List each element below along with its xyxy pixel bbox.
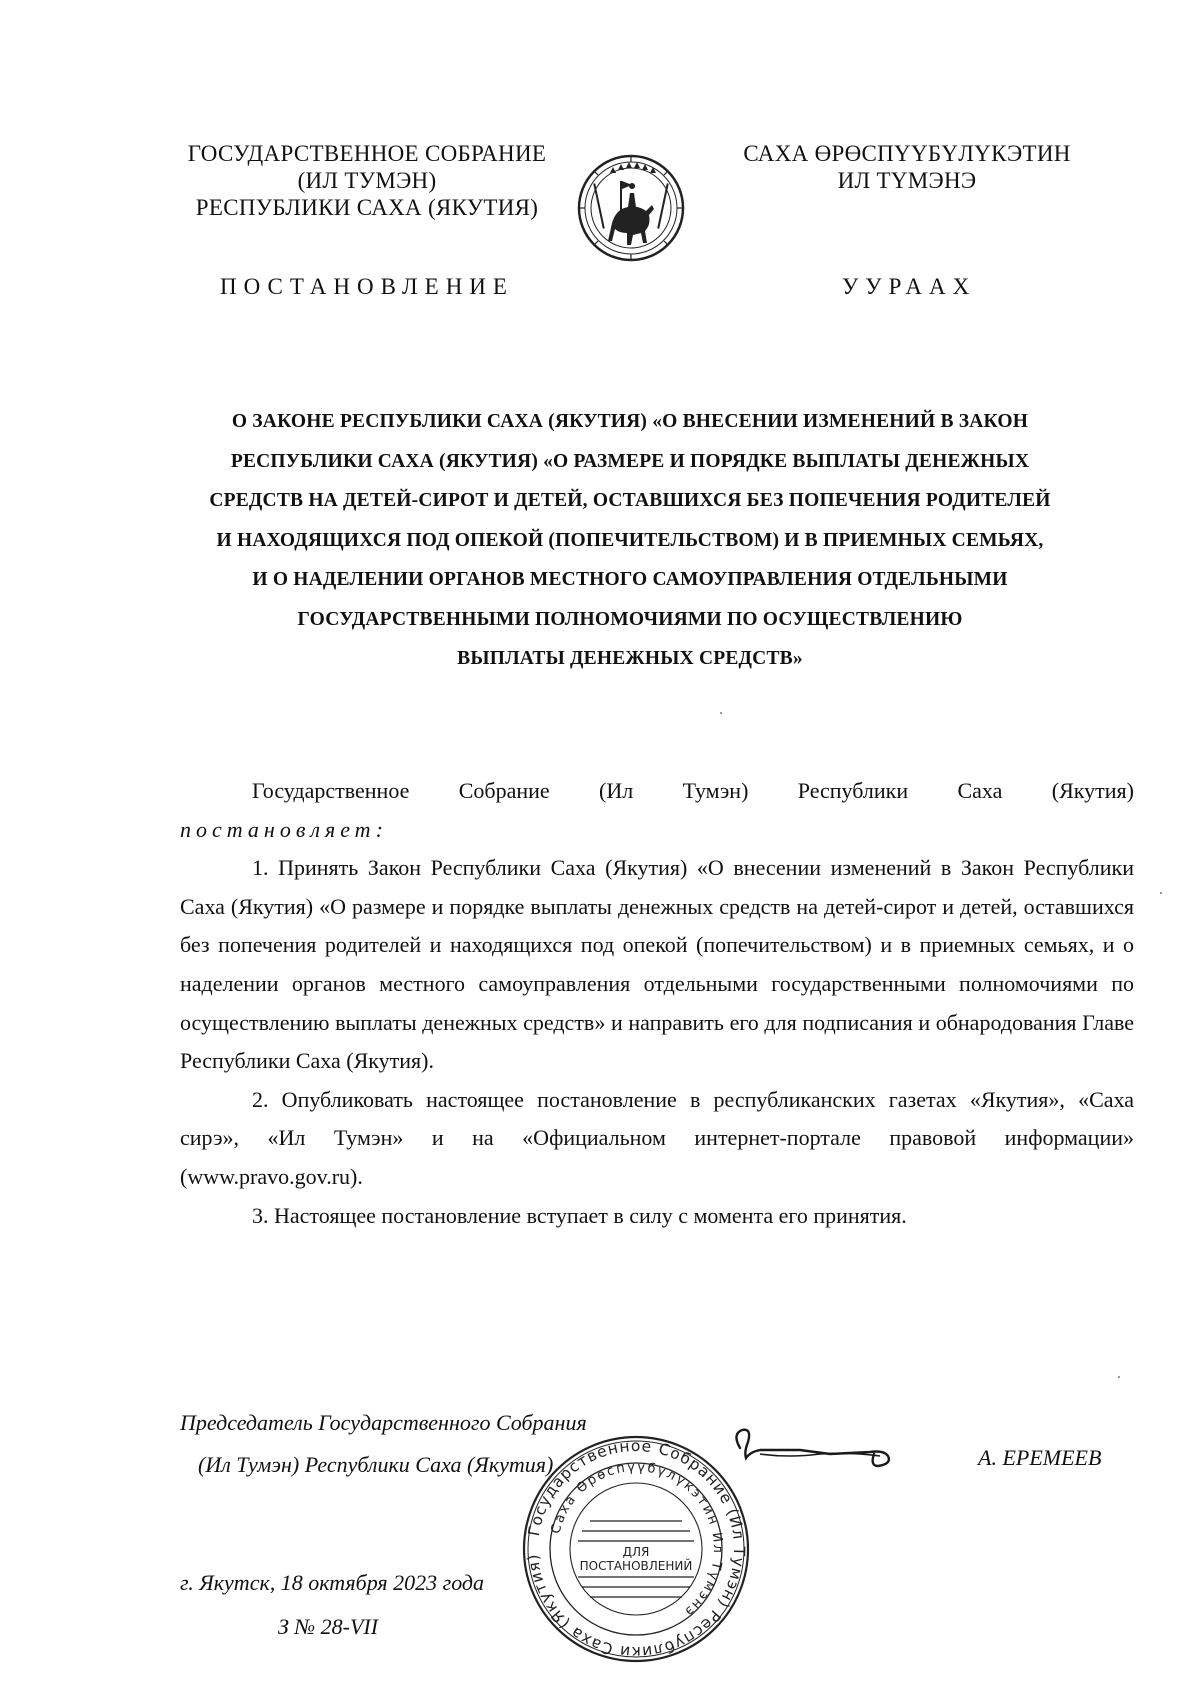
signatory-title-line: Председатель Государственного Собрания bbox=[180, 1410, 587, 1435]
decree-word: постановляет: bbox=[180, 816, 388, 842]
stamp-center-line: ПОСТАНОВЛЕНИЙ bbox=[579, 1559, 693, 1573]
signatory-title-line: (Ил Тумэн) Республики Саха (Якутия) bbox=[198, 1452, 554, 1477]
document-title bbox=[180, 402, 1080, 679]
coat-of-arms-icon bbox=[576, 153, 686, 263]
title-line: И НАХОДЯЩИХСЯ ПОД ОПЕКОЙ (ПОПЕЧИТЕЛЬСТВОМ) И В ПРИЕМНЫХ СЕМЬЯХ, bbox=[216, 529, 1044, 551]
header-right bbox=[722, 140, 1092, 194]
registration-number: З № 28-VII bbox=[278, 1614, 379, 1639]
intro-paragraph: Государственное Собрание (Ил Тумэн) Республики Саха (Якутия) bbox=[252, 778, 1134, 803]
title-line: РЕСПУБЛИКИ САХА (ЯКУТИЯ) «О РАЗМЕРЕ И ПОРЯДКЕ ВЫПЛАТЫ ДЕНЕЖНЫХ bbox=[230, 450, 1030, 472]
doc-type-ru: ПОСТАНОВЛЕНИЕ bbox=[220, 274, 514, 299]
title-line: И О НАДЕЛЕНИИ ОРГАНОВ МЕСТНОГО САМОУПРАВЛЕНИЯ ОТДЕЛЬНЫМИ bbox=[252, 569, 1008, 590]
header-right-line: ИЛ ТҮМЭНЭ bbox=[837, 168, 977, 193]
item-paragraph: 2. Опубликовать настоящее постановление в республиканских газетах «Якутия», «Саха сирэ», «Ил Тумэн» и на «Официальном интернет-портале правовой информации» (www.pravo.gov.ru). bbox=[180, 1086, 1134, 1189]
item-paragraph: 3. Настоящее постановление вступает в силу с момента его принятия. bbox=[252, 1202, 907, 1228]
item-paragraph: 1. Принять Закон Республики Саха (Якутия) «О внесении изменений в Закон Республики Саха (Якутия) «О размере и порядке выплаты денежных средств на детей-сирот и детей, оставшихся без попечения родителей и находящихся под опекой (попечительством) и в приемных семьях, и о наделении органов местного самоуправления отдельными государственными полномочиями по осуществлению выплаты денежных средств» и направить его для подписания и обнародования Главе Республики Саха (Якутия). bbox=[180, 855, 1134, 1074]
scan-speck bbox=[720, 712, 722, 714]
title-line: ВЫПЛАТЫ ДЕНЕЖНЫХ СРЕДСТВ» bbox=[457, 648, 803, 669]
title-line: СРЕДСТВ НА ДЕТЕЙ-СИРОТ И ДЕТЕЙ, ОСТАВШИХСЯ БЕЗ ПОПЕЧЕНИЯ РОДИТЕЛЕЙ bbox=[209, 490, 1051, 511]
doc-type-sah: УУРААХ bbox=[842, 274, 977, 299]
title-line: О ЗАКОНЕ РЕСПУБЛИКИ САХА (ЯКУТИЯ) «О ВНЕСЕНИИ ИЗМЕНЕНИЙ В ЗАКОН bbox=[231, 411, 1029, 432]
stamp-center-line: ДЛЯ bbox=[622, 1545, 650, 1559]
official-stamp bbox=[520, 1433, 752, 1665]
header-left-line: ГОСУДАРСТВЕННОЕ СОБРАНИЕ bbox=[187, 141, 547, 166]
place-and-date: г. Якутск, 18 октября 2023 года bbox=[180, 1570, 485, 1595]
header-left bbox=[172, 140, 562, 221]
scan-speck bbox=[1160, 892, 1162, 894]
title-line: ГОСУДАРСТВЕННЫМИ ПОЛНОМОЧИЯМИ ПО ОСУЩЕСТВЛЕНИЮ bbox=[297, 608, 963, 630]
header-left-line: РЕСПУБЛИКИ САХА (ЯКУТИЯ) bbox=[195, 195, 539, 220]
header-right-line: САХА ӨРӨСПҮҮБҮЛҮКЭТИН bbox=[743, 141, 1071, 166]
signatory-name: А. ЕРЕМЕЕВ bbox=[978, 1445, 1102, 1470]
document-body bbox=[180, 772, 1134, 1235]
scan-speck bbox=[1118, 1376, 1120, 1378]
header-left-line: (ИЛ ТУМЭН) bbox=[297, 168, 437, 193]
stamp-outer-text: Государственное Собрание (Ил Тумэн) Республики Саха (Якутия) bbox=[524, 1436, 749, 1662]
stamp-inner-text: Саха Өрөспүүбүлүкэтин Ил Түмэнэ bbox=[548, 1459, 726, 1620]
